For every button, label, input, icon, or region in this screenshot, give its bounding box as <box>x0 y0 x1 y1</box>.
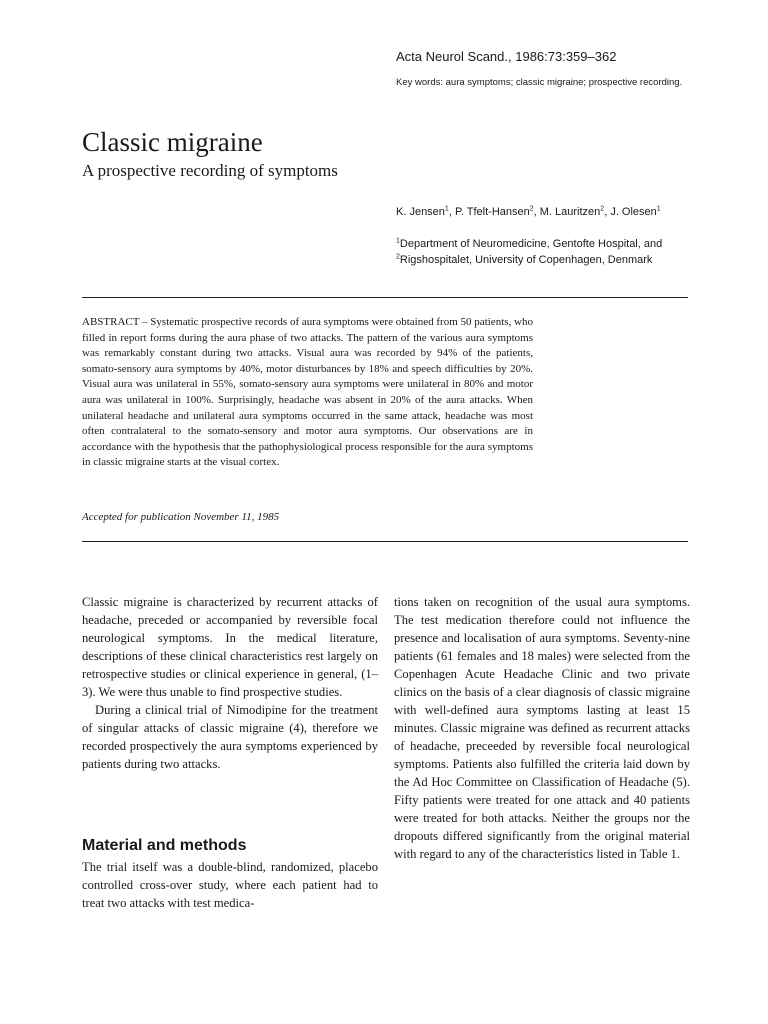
affiliation-marker: 2 <box>529 205 534 213</box>
author-name: , M. Lauritzen <box>533 206 601 218</box>
accepted-date: Accepted for publication November 11, 1985 <box>82 511 280 523</box>
paper-title: Classic migraine <box>82 127 263 157</box>
paper-subtitle: A prospective recording of symptoms <box>82 161 338 180</box>
affiliation-marker: 2 <box>396 253 400 261</box>
body-column-left <box>82 593 378 773</box>
affiliation-text: Department of Neuromedicine, Gentofte Hospital, and <box>399 238 663 250</box>
body-column-right <box>394 593 690 863</box>
affiliation-marker: 2 <box>600 205 605 213</box>
author-list <box>396 204 696 220</box>
methods-paragraph <box>82 858 378 912</box>
affiliation-marker: 1 <box>396 237 400 245</box>
abstract: ABSTRACT – Systematic prospective records of aura symptoms were obtained from 50 patients, who filled in report forms during the aura phase of two attacks. The pattern of the various aura symptoms was remarkably constant during two attacks. Visual aura was recorded by 94% of the patients, somato-sensory aura symptoms by 40%, motor disturbances by 18% and speech difficulties by 20%. Visual aura was unilateral in 55%, somato-sensory aura symptoms were unilateral in 80% and motor aura was unilateral in 100%. Surprisingly, headache was absent in 20% of the aura attacks. When unilateral headache and unilateral aura symptoms occurred in the same attack, headache was most often contralateral to the somato-sensory and motor aura symptoms. Our observations are in accordance with the hypothesis that the pathophysiological process responsible for the aura symptoms in classic migraine starts at the visual cortex. <box>82 316 533 469</box>
affiliation-marker: 1 <box>444 205 449 213</box>
affiliation-marker: 1 <box>656 205 661 213</box>
intro-paragraph: During a clinical trial of Nimodipine for the treatment of singular attacks of classic migraine (4), therefore we recorded prospectively the aura symptoms experienced by patients during two attacks. <box>82 703 378 771</box>
affiliation <box>396 236 696 268</box>
section-heading-methods: Material and methods <box>82 837 247 854</box>
divider-bottom <box>82 541 688 542</box>
journal-reference: Acta Neurol Scand., 1986:73:359–362 <box>396 49 617 64</box>
affiliation-text: Rigshospitalet, University of Copenhagen, Denmark <box>399 254 653 266</box>
author-name: , J. Olesen <box>604 206 657 218</box>
keywords: Key words: aura symptoms; classic migraine; prospective recording. <box>396 77 683 88</box>
intro-paragraph: Classic migraine is characterized by recurrent attacks of headache, preceded or accompanied by reversible focal neurological symptoms. In the medical literature, descriptions of these clinical characteristics rest largely on retrospective studies or clinical experience in general, (1–3). We were thus unable to find prospective studies. <box>82 595 378 699</box>
divider-top <box>82 297 688 298</box>
author-name: , P. Tfelt-Hansen <box>448 206 530 218</box>
author-name: K. Jensen <box>396 206 445 218</box>
methods-continued-paragraph: tions taken on recognition of the usual aura symptoms. The test medication therefore could not influence the presence and localisation of aura symptoms. Seventy-nine patients (61 females and 18 males) were selected from the Copenhagen Acute Headache Clinic and two private clinics on the basis of a clear diagnosis of classic migraine with well-defined aura symptoms lasting at least 15 minutes. Classic migraine was defined as recurrent attacks of headache, preceeded by reversible focal neurological symptoms. Patients also fulfilled the criteria laid down by the Ad Hoc Committee on Classification of Headache (5). Fifty patients were treated for one attack and 40 patients were treated for both attacks. Neither the groups nor the dropouts differed significantly from the original material with regard to any of the characteristics listed in Table 1. <box>394 595 690 861</box>
methods-text: The trial itself was a double-blind, randomized, placebo controlled cross-over study, where each patient had to treat two attacks with test medica- <box>82 860 378 910</box>
